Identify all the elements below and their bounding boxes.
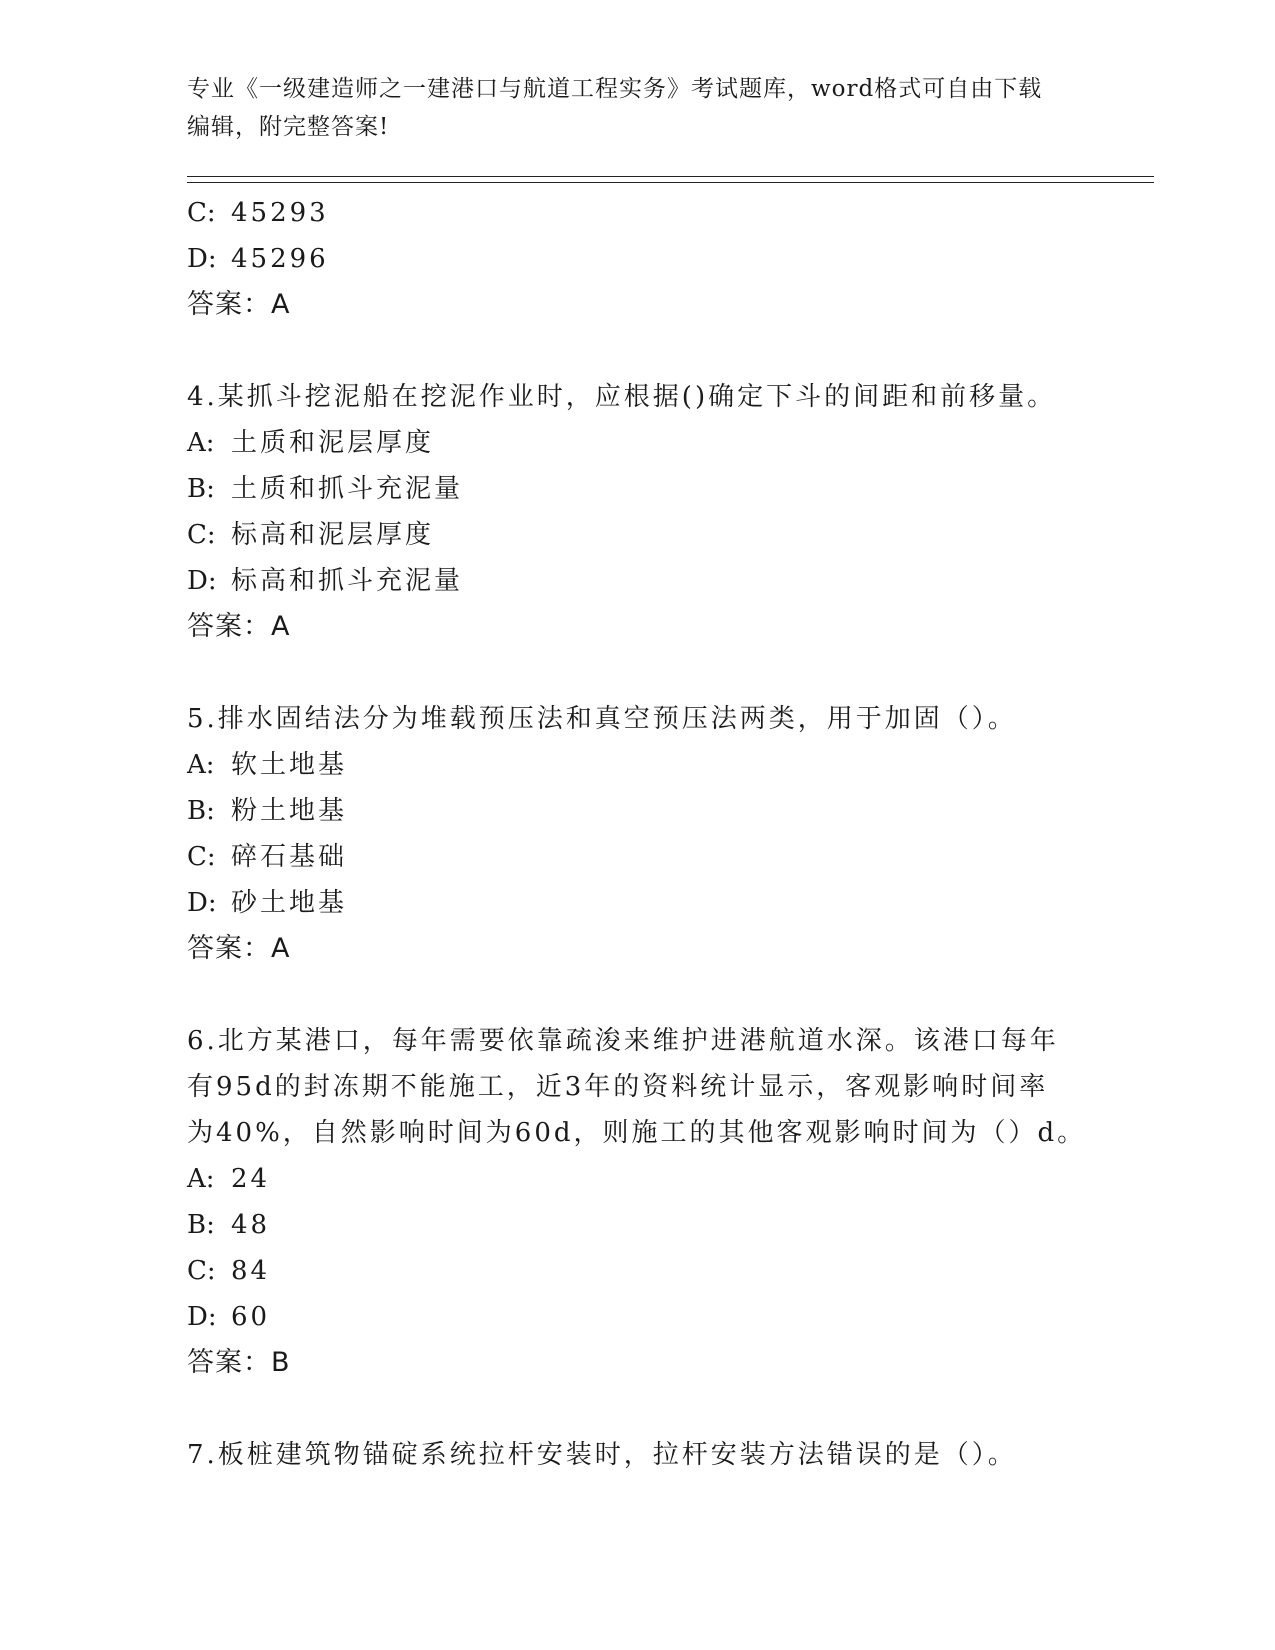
option-text: 砂土地基	[231, 888, 348, 918]
header-rule-top	[187, 176, 1154, 177]
option-letter: D:	[187, 1302, 217, 1332]
question-stem-line-1: 6.北方某港口，每年需要依靠疏浚来维护进港航道水深。该港口每年	[187, 1026, 1059, 1056]
option-text: 48	[231, 1210, 271, 1240]
spacer	[187, 650, 1147, 696]
option-a	[187, 420, 1147, 466]
option-text: 45296	[231, 244, 329, 274]
option-letter: B:	[187, 796, 215, 826]
spacer	[187, 972, 1147, 1018]
option-letter: C:	[187, 198, 216, 228]
question-stem: 5.排水固结法分为堆载预压法和真空预压法两类，用于加固（）。	[187, 704, 1017, 734]
question-block-4	[187, 374, 1147, 650]
question-stem-line-2: 有95d的封冻期不能施工，近3年的资料统计显示，客观影响时间率	[187, 1072, 1049, 1102]
option-letter: D:	[187, 244, 217, 274]
option-b	[187, 788, 1147, 834]
option-text: 标高和抓斗充泥量	[231, 566, 464, 596]
option-a	[187, 742, 1147, 788]
answer-line: 答案：B	[187, 1347, 291, 1378]
option-letter: B:	[187, 474, 215, 504]
option-text: 45293	[231, 198, 329, 228]
header-line-1: 专业《一级建造师之一建港口与航道工程实务》考试题库，word格式可自由下载	[187, 76, 1043, 102]
spacer	[187, 328, 1147, 374]
question-block-6	[187, 1018, 1147, 1386]
spacer	[187, 1386, 1147, 1432]
option-text: 土质和泥层厚度	[231, 428, 435, 458]
question-block-3	[187, 190, 1147, 328]
option-c	[187, 834, 1147, 880]
option-letter: A:	[187, 428, 215, 458]
option-a	[187, 1156, 1147, 1202]
option-c	[187, 190, 1147, 236]
option-d	[187, 880, 1147, 926]
option-letter: A:	[187, 750, 215, 780]
option-letter: D:	[187, 888, 217, 918]
option-text: 碎石基础	[231, 842, 348, 872]
option-b	[187, 466, 1147, 512]
option-text: 60	[231, 1302, 271, 1332]
answer-line: 答案：A	[187, 611, 291, 642]
question-block-5	[187, 696, 1147, 972]
question-stem-line-3: 为40%，自然影响时间为60d，则施工的其他客观影响时间为（）d。	[187, 1118, 1087, 1148]
option-text: 标高和泥层厚度	[231, 520, 435, 550]
option-text: 软土地基	[231, 750, 348, 780]
option-d	[187, 1294, 1147, 1340]
option-letter: C:	[187, 842, 216, 872]
option-text: 84	[231, 1256, 271, 1286]
option-letter: C:	[187, 520, 216, 550]
header-line-2: 编辑，附完整答案!	[187, 114, 390, 140]
question-block-7	[187, 1432, 1147, 1478]
header-rule-bottom	[187, 182, 1154, 183]
option-c	[187, 1248, 1147, 1294]
option-letter: B:	[187, 1210, 215, 1240]
answer-line: 答案：A	[187, 289, 291, 320]
option-text: 土质和抓斗充泥量	[231, 474, 464, 504]
option-text: 24	[231, 1164, 271, 1194]
question-list	[187, 190, 1147, 1478]
option-d	[187, 236, 1147, 282]
option-letter: A:	[187, 1164, 215, 1194]
question-stem: 7.板桩建筑物锚碇系统拉杆安装时，拉杆安装方法错误的是（）。	[187, 1440, 1017, 1470]
option-letter: C:	[187, 1256, 216, 1286]
document-header	[187, 70, 1067, 146]
answer-line: 答案：A	[187, 933, 291, 964]
question-stem: 4.某抓斗挖泥船在挖泥作业时，应根据()确定下斗的间距和前移量。	[187, 382, 1057, 412]
option-b	[187, 1202, 1147, 1248]
option-c	[187, 512, 1147, 558]
option-text: 粉土地基	[231, 796, 348, 826]
option-letter: D:	[187, 566, 217, 596]
option-d	[187, 558, 1147, 604]
